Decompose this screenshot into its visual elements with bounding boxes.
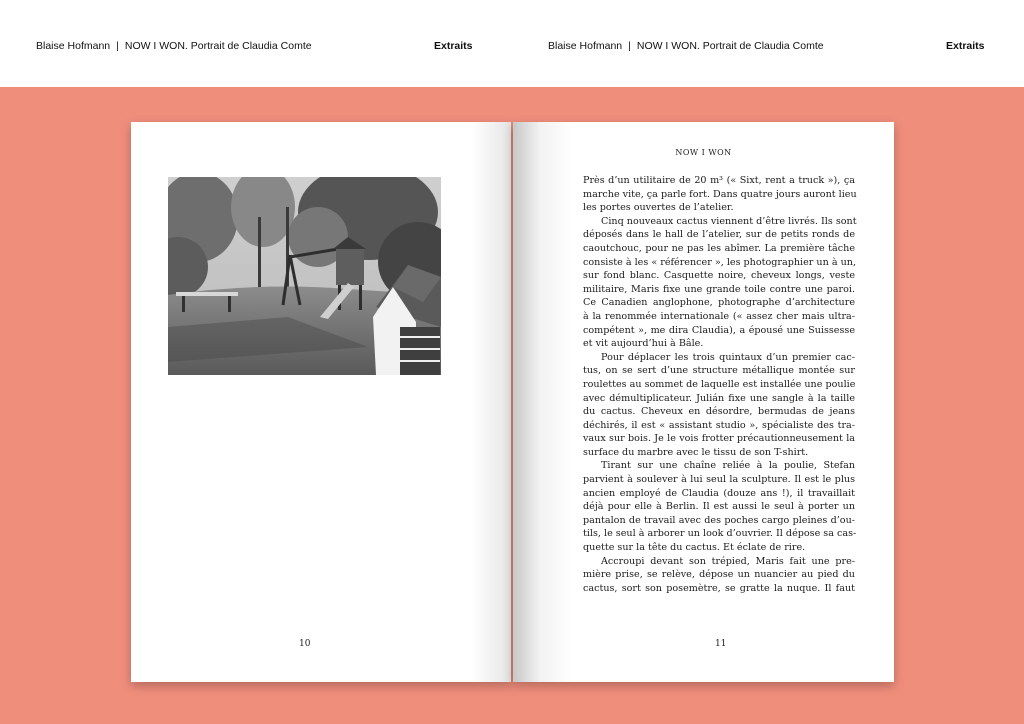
book-page-left: [131, 122, 511, 682]
text-line: vaux sur bois. Je le vois frotter précautionneusement la: [583, 433, 855, 445]
text-line: tus, on se sert d’une structure métallique montée sur: [583, 365, 855, 377]
text-line: Accroupi devant son trépied, Maris fait une pre-: [601, 555, 855, 567]
text-line: cactus, sort son posemètre, se gratte la nuque. Il faut: [583, 582, 855, 594]
text-line: et vit aujourd’hui à Bâle.: [583, 338, 704, 350]
text-line: compétent », me dira Claudia), a épousé une Suissesse: [583, 324, 855, 336]
header-right-credit: [548, 40, 824, 52]
header-right-section: Extraits: [946, 40, 985, 52]
text-line: avec démultiplicateur. Julián fixe une sangle à la taille: [583, 392, 855, 404]
text-line: déposés dans le hall de l’atelier, sur de petits ronds de: [583, 229, 855, 241]
header-left-title: NOW I WON. Portrait de Claudia Comte: [124, 40, 312, 52]
text-line: tils, le seul à arborer un look d’ouvrier. Il dépose sa cas-: [583, 528, 857, 540]
text-line: ancien employé de Claudia (douze ans !), il travaillait: [583, 487, 855, 499]
text-line: Ce Canadien anglophone, photographe d’architecture: [583, 297, 855, 309]
gutter-shadow-left: [471, 122, 511, 682]
header-right-author: Blaise Hofmann: [548, 40, 623, 52]
text-line: Pour déplacer les trois quintaux d’un premier cac-: [601, 351, 855, 363]
header-right-title: NOW I WON. Portrait de Claudia Comte: [636, 40, 824, 52]
header-left-credit: [36, 40, 312, 52]
running-head: NOW I WON: [675, 148, 732, 157]
photo-playground-garden-icon: [168, 177, 441, 375]
text-line: sur fond blanc. Casquette noire, cheveux longs, veste: [583, 270, 855, 282]
text-line: déjà pour elle à Berlin. Il est aussi le seul à porter un: [583, 501, 855, 513]
header-left-section: Extraits: [434, 40, 473, 52]
text-line: surface du marbre avec le tissu de son T-shirt.: [583, 446, 809, 458]
text-line: marche vite, ça parle fort. Dans quatre jours auront lieu: [583, 188, 857, 200]
garden-playground-photo: [168, 177, 441, 375]
text-line: du cactus. Cheveux en désordre, bermudas de jeans: [583, 406, 855, 418]
text-line: à la renommée internationale (« assez cher mais ultra-: [583, 310, 855, 322]
text-line: Tirant sur une chaîne reliée à la poulie, Stefan: [601, 460, 855, 472]
text-line: militaire, Maris fixe une grande toile contre une paroi.: [583, 283, 855, 295]
header-left-separator: |: [116, 40, 119, 52]
text-line: roulettes au sommet de laquelle est installée une poulie: [583, 378, 856, 390]
text-line: quette sur la tête du cactus. Et éclate de rire.: [583, 542, 806, 554]
gutter-shadow-right: [513, 122, 573, 682]
page-number-right: 11: [715, 639, 727, 649]
text-line: les portes ouvertes de l’atelier.: [583, 202, 734, 214]
text-line: pantalon de travail avec des poches cargo pleines d’ou-: [583, 514, 855, 526]
text-line: Près d’un utilitaire de 20 m³ (« Sixt, rent a truck »), ça: [583, 175, 855, 186]
header-left-author: Blaise Hofmann: [36, 40, 111, 52]
header-right-separator: |: [628, 40, 631, 52]
header-bar: [0, 0, 1024, 87]
body-text-block: [583, 174, 855, 595]
book-page-right: [513, 122, 894, 682]
text-line: consiste à les « référencer », les photographier un à un,: [583, 256, 857, 268]
text-line: parvient à soulever à lui seul la sculpture. Il est le plus: [583, 474, 855, 486]
text-line: Cinq nouveaux cactus viennent d’être livrés. Ils sont: [601, 215, 857, 227]
text-line: mière prise, se relève, dépose un nuancier au pied du: [583, 569, 855, 581]
text-line: caoutchouc, pour ne pas les abîmer. La première tâche: [583, 242, 855, 254]
page-number-left: 10: [299, 639, 311, 649]
text-line: déchirés, il est « assistant studio », spécialiste des tra-: [583, 419, 855, 431]
